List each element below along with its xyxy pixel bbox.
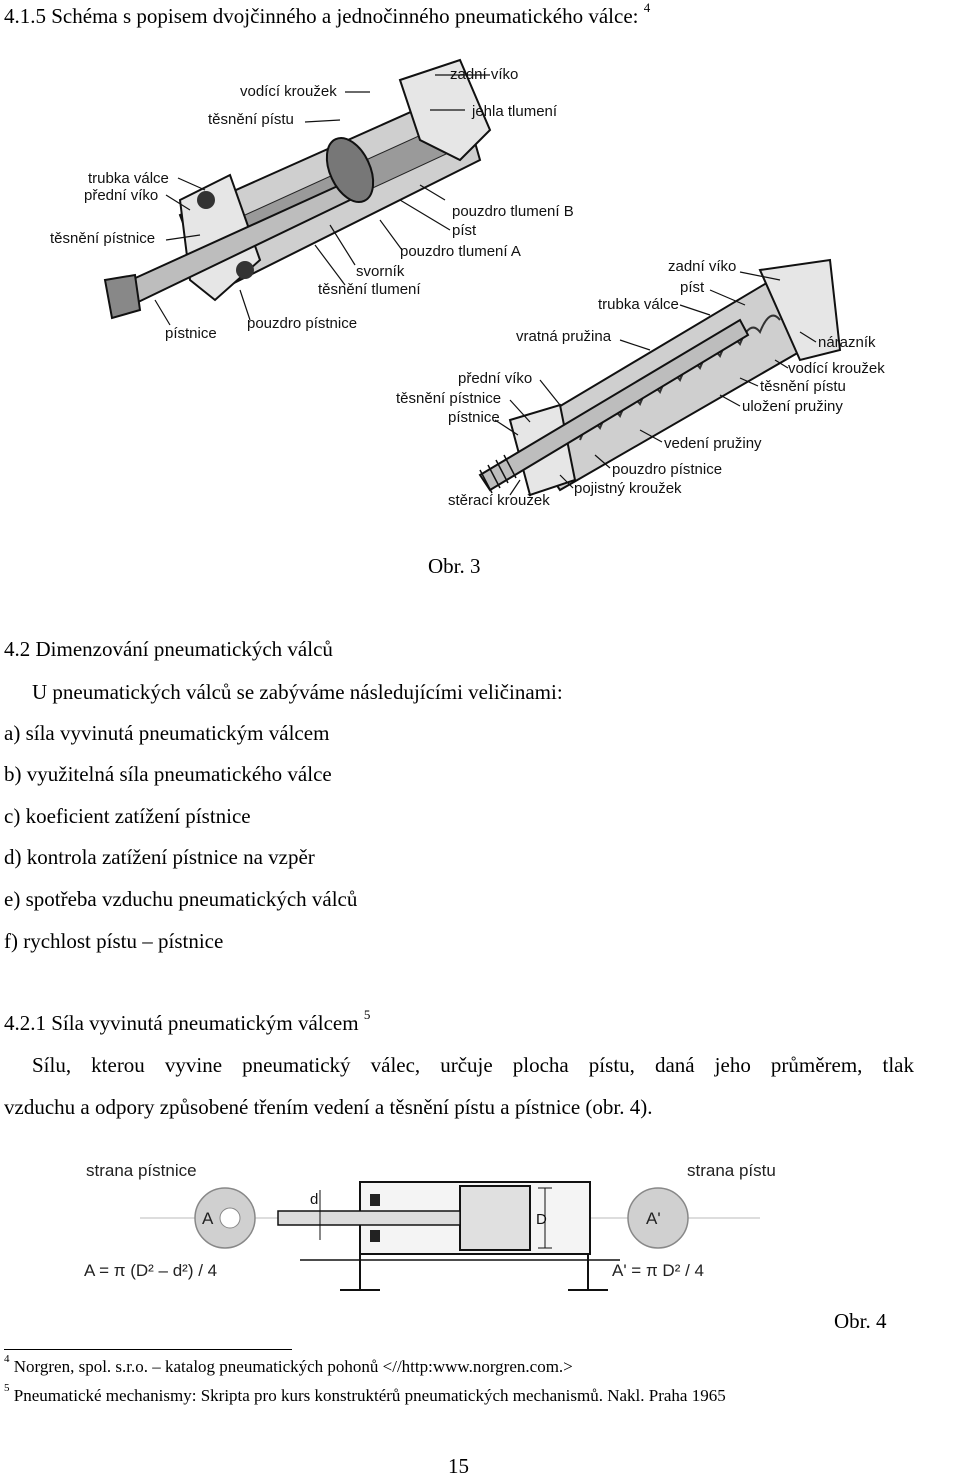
label-trubka-valce-1: trubka válce <box>88 170 169 187</box>
label-area-a-prime: A' <box>646 1209 661 1228</box>
label-pistnice-1: pístnice <box>165 325 217 342</box>
figure-3-caption: Obr. 3 <box>428 554 481 578</box>
piston-rod <box>278 1211 460 1225</box>
label-pouzdro-tlumeni-a: pouzdro tlumení A <box>400 243 521 260</box>
list-item: a) síla vyvinutá pneumatickým válcem <box>4 721 330 745</box>
section-42-intro: U pneumatických válců se zabýváme následujícími veličinami: <box>32 680 563 704</box>
figure-4-force-diagram <box>60 1150 820 1315</box>
label-pist-2: píst <box>680 279 705 296</box>
section-heading-415: 4.1.5 Schéma s popisem dvojčinného a jednočinného pneumatického válce: $^4$ <box>4 0 651 28</box>
label-pist-1: píst <box>452 222 477 239</box>
label-pouzdro-pistnice-2: pouzdro pístnice <box>612 461 723 478</box>
label-dim-d-large: D <box>536 1211 547 1228</box>
label-pouzdro-pistnice-1: pouzdro pístnice <box>247 315 358 332</box>
list-item: e) spotřeba vzduchu pneumatických válců <box>4 887 358 911</box>
label-zadni-viko-1: zadní víko <box>450 66 519 83</box>
label-pouzdro-tlumeni-b: pouzdro tlumení B <box>452 203 574 220</box>
label-tesneni-tlumeni: těsnění tlumení <box>318 281 421 298</box>
label-predni-viko-2: přední víko <box>458 370 533 387</box>
list-item: d) kontrola zatížení pístnice na vzpěr <box>4 845 315 869</box>
label-naraznik: nárazník <box>818 334 876 351</box>
paragraph-line-2: vzduchu a odpory způsobené třením vedení a těsnění pístu a pístnice (obr. 4). <box>4 1095 653 1119</box>
label-strana-pistnice: strana pístnice <box>86 1161 197 1180</box>
label-vodici-krouzek-1: vodící kroužek <box>240 83 337 100</box>
list-item: c) koeficient zatížení pístnice <box>4 804 251 828</box>
label-ulozeni-pruziny: uložení pružiny <box>742 398 843 415</box>
footnote-ref-5: 5 <box>363 1007 371 1022</box>
paragraph-line-1: Sílu, kterou vyvine pneumatický válec, určuje plocha pístu, daná jeho průměrem, tlak <box>32 1053 914 1077</box>
section-heading-42: 4.2 Dimenzování pneumatických válců <box>4 637 333 661</box>
page-number: 15 <box>448 1454 469 1478</box>
footnote-4: $^4$ Norgren, spol. s.r.o. – katalog pneumatických pohonů <//http:www.norgren.com.> <box>4 1353 573 1376</box>
label-jehla-tlumeni: jehla tlumení <box>472 103 558 120</box>
label-tesneni-pistu-1: těsnění pístu <box>208 111 294 128</box>
label-pojistny-krouzek: pojistný kroužek <box>574 480 682 497</box>
formula-piston-side: A' = π D² / 4 <box>612 1261 704 1280</box>
label-svornik: svorník <box>356 263 405 280</box>
footnote-5: $^5$ Pneumatické mechanismy: Skripta pro kurs konstruktérů pneumatických mechanismů. Nakl. Praha 1965 <box>4 1382 726 1405</box>
label-tesneni-pistu-2: těsnění pístu <box>760 378 846 395</box>
footnote-ref-4: 4 <box>643 0 651 15</box>
single-acting-cylinder-drawing <box>396 258 885 509</box>
label-tesneni-pistnice-2: těsnění pístnice <box>396 390 502 407</box>
label-pistnice-2: pístnice <box>448 409 500 426</box>
footnote-separator <box>4 1349 292 1350</box>
label-vedeni-pruziny: vedení pružiny <box>664 435 762 452</box>
list-item: f) rychlost pístu – pístnice <box>4 929 224 953</box>
section-heading-421: 4.2.1 Síla vyvinutá pneumatickým válcem $^5$ <box>4 1007 371 1035</box>
label-predni-viko-1: přední víko <box>84 187 159 204</box>
label-strana-pistu: strana pístu <box>687 1161 776 1180</box>
label-tesneni-pistnice-1: těsnění pístnice <box>50 230 156 247</box>
label-trubka-valce-2: trubka válce <box>598 296 679 313</box>
double-acting-cylinder-drawing <box>50 60 574 342</box>
formula-rod-side: A = π (D² – d²) / 4 <box>84 1261 218 1280</box>
label-zadni-viko-2: zadní víko <box>668 258 737 275</box>
label-area-a: A <box>202 1209 214 1228</box>
label-steraci-krouzek: stěrací kroužek <box>448 492 550 509</box>
label-vratna-pruzina: vratná pružina <box>516 328 612 345</box>
figure-4-caption: Obr. 4 <box>834 1309 887 1333</box>
label-vodici-krouzek-2: vodící kroužek <box>788 360 885 377</box>
list-item: b) využitelná síla pneumatického válce <box>4 762 332 786</box>
label-dim-d-small: d <box>310 1191 319 1208</box>
piston <box>460 1186 530 1250</box>
figure-3-cylinders <box>40 50 920 530</box>
